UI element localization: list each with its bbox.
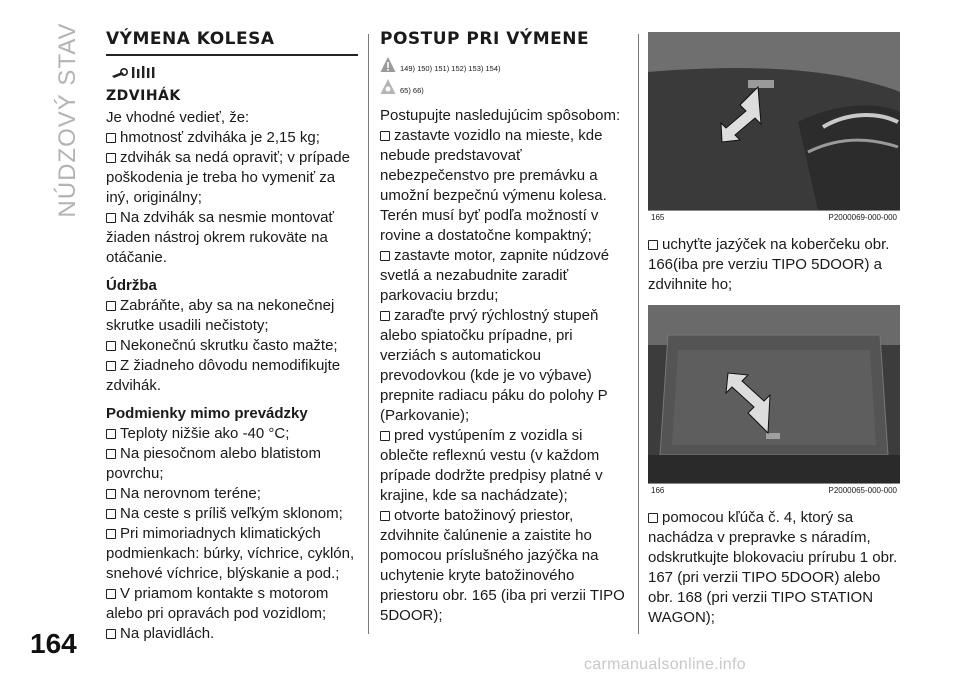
right-column [648, 32, 902, 628]
list-item: Zabráňte, aby sa na nekonečnej skrutke usadili nečistoty; [106, 296, 358, 336]
warning-refs: 149) 150) 151) 152) 153) 154) [400, 64, 501, 73]
procedure-title: POSTUP PRI VÝMENE [380, 29, 590, 49]
list-item: Na plavidlách. [106, 624, 358, 644]
figure-number: 165 [651, 213, 665, 222]
figure-165-caption [648, 210, 900, 225]
column-divider [368, 34, 369, 634]
procedure-step: zastavte motor, zapnite núdzové svetlá a nezabudnite zaradiť parkovaciu brzdu; [380, 246, 630, 306]
list-item: Na nerovnom teréne; [106, 484, 358, 504]
intro-text: Je vhodné vedieť, že: [106, 108, 250, 126]
procedure-step: otvorte batožinový priestor, zdvihnite čalúnenie a zaistite ho pomocou príslušného jazýčka na uchytenie kryte batožinového priestoru obr. 165 (iba pri verzii TIPO 5DOOR); [380, 506, 630, 626]
list-item: Z žiadneho dôvodu nemodifikujte zdvihák. [106, 356, 358, 396]
list-item: Na zdvihák sa nesmie montovať žiaden nástroj okrem rukoväte na otáčanie. [106, 208, 358, 268]
procedure-intro: Postupujte nasledujúcim spôsobom: [380, 107, 621, 124]
list-item: Teploty nižšie ako -40 °C; [106, 424, 358, 444]
caution-reference-row [380, 78, 630, 100]
list-item: hmotnosť zdviháka je 2,15 kg; [106, 128, 358, 148]
list-item: zdvihák sa nedá opraviť; v prípade poškodenia je treba ho vymeniť za iný, originálny; [106, 148, 358, 208]
procedure-step: pomocou kľúča č. 4, ktorý sa nachádza v prepravke s náradím, odskrutkujte blokovaciu prírubu 1 obr. 167 (pri verzii TIPO 5DOOR) alebo obr. 168 (pri verzii TIPO STATION WAGON); [648, 508, 902, 628]
warning-triangle-icon [380, 56, 396, 74]
conditions-heading: Podmienky mimo prevádzky [106, 404, 308, 422]
procedure-step: zaraďte prvý rýchlostný stupeň alebo spiatočku prípadne, pri verziách s automatickou prevodovkou (kde je vo výbave) prepnite radiacu páku do polohy P (Parkovanie); [380, 306, 630, 426]
figure-code: P2000069-000-000 [828, 213, 897, 222]
figure-code: P2000065-000-000 [828, 486, 897, 495]
list-item: V priamom kontakte s motorom alebo pri opravách pod vozidlom; [106, 584, 358, 624]
procedure-step: zastavte vozidlo na mieste, kde nebude predstavovať nebezpečenstvo pre premávku a umožní bezpečnú výmenu kolesa. Terén musí byť podľa možností v rovine a dostatočne kompaktný; [380, 126, 630, 246]
trunk-cover-illustration [648, 32, 900, 210]
section-tab [48, 22, 88, 218]
caution-icon [380, 78, 396, 96]
page-number: 164 [30, 628, 77, 659]
list-item: Na ceste s príliš veľkým sklonom; [106, 504, 358, 524]
title-underline [106, 54, 358, 56]
section-title: VÝMENA KOLESA [106, 29, 275, 49]
section-tab-label: NÚDZOVÝ STAV [54, 22, 81, 218]
caution-refs: 65) 66) [400, 86, 424, 95]
figure-166-caption [648, 483, 900, 498]
figure-165-photo [648, 32, 900, 210]
figure-166-photo [648, 305, 900, 483]
figure-number: 166 [651, 486, 665, 495]
jack-heading: ZDVIHÁK [106, 87, 181, 104]
watermark-text: carmanualsonline.info [584, 656, 746, 673]
wrench-icon [110, 64, 156, 80]
procedure-step: uchyťte jazýček na koberčeku obr. 166(iba pre verziu TIPO 5DOOR) a zdvihnite ho; [648, 235, 902, 295]
maintenance-heading: Údržba [106, 276, 157, 294]
list-item: Pri mimoriadnych klimatických podmienkach: búrky, víchrice, cyklón, snehové víchrice, blýskanie a pod.; [106, 524, 358, 584]
left-column [106, 28, 358, 644]
list-item: Na piesočnom alebo blatistom povrchu; [106, 444, 358, 484]
column-divider [638, 34, 639, 634]
warning-reference-row [380, 56, 630, 78]
middle-column [380, 28, 630, 626]
trunk-carpet-illustration [648, 305, 900, 483]
list-item: Nekonečnú skrutku často mažte; [106, 336, 358, 356]
procedure-step: pred vystúpením z vozidla si oblečte reflexnú vestu (v každom prípade dodržte predpisy platné v krajine, kde sa nachádzate); [380, 426, 630, 506]
